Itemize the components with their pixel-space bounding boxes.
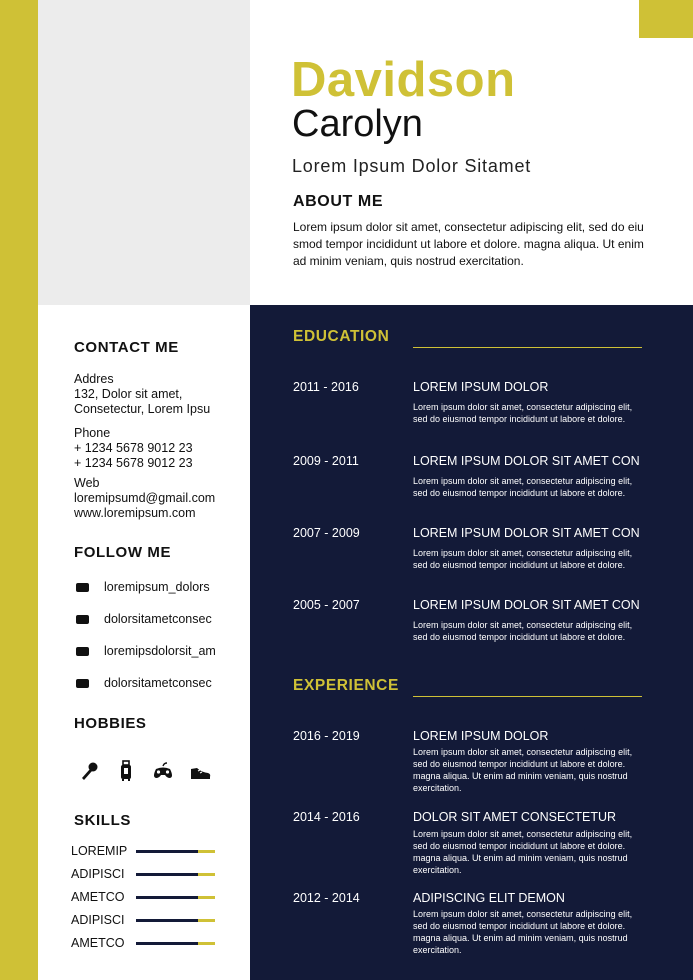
corner-accent-box [639,0,693,38]
social-icon [76,583,89,592]
skill-row [71,913,221,927]
education-divider [413,347,642,348]
experience-desc: Lorem ipsum dolor sit amet, consectetur adipiscing elit, sed do eiusmod tempor incididunt ut labore et dolore. magna aliqua. Ut enim ad minim veniam, quis nostrud exercitation. [413,829,633,875]
phone-2: + 1234 5678 9012 23 [74,456,193,470]
email-link[interactable]: loremipsumd@gmail.com [74,491,216,505]
follow-item[interactable] [76,612,212,626]
follow-title: FOLLOW ME [74,544,172,561]
follow-handle: loremipsdolorsit_am [104,644,216,658]
education-heading: LOREM IPSUM DOLOR SIT AMET CON [413,454,640,468]
education-desc: Lorem ipsum dolor sit amet, consectetur adipiscing elit, sed do eiusmod tempor incididunt ut labore et dolore. [413,476,633,498]
experience-divider [413,696,642,697]
website-link[interactable]: www.loremipsum.com [74,506,196,520]
contact-address [74,372,210,417]
education-title: EDUCATION [293,328,390,345]
education-years: 2011 - 2016 [293,380,359,394]
education-heading: LOREM IPSUM DOLOR [413,380,549,394]
web-label: Web [74,476,100,490]
skill-bar [136,919,215,922]
follow-item[interactable] [76,676,212,690]
follow-handle: loremipsum_dolors [104,580,210,594]
address-line-1: 132, Dolor sit amet, [74,387,183,401]
experience-heading: LOREM IPSUM DOLOR [413,729,549,743]
experience-desc: Lorem ipsum dolor sit amet, consectetur adipiscing elit, sed do eiusmod tempor incididunt ut labore et dolore. magna aliqua. Ut enim ad minim veniam, quis nostrud exercitation. [413,747,633,793]
follow-item[interactable] [76,580,210,594]
sneaker-icon [189,760,211,782]
luggage-icon [115,760,137,782]
follow-item[interactable] [76,644,216,658]
address-line-2: Consetectur, Lorem Ipsu [74,402,211,416]
last-name: Carolyn [292,103,423,145]
skill-row [71,936,221,950]
social-icon [76,679,89,688]
first-name: Davidson [291,53,516,107]
social-icon [76,615,89,624]
experience-years: 2012 - 2014 [293,891,360,905]
microphone-icon [78,760,100,782]
skill-name: LOREMIP [71,844,128,858]
skill-bar-fill [136,919,198,922]
experience-years: 2016 - 2019 [293,729,360,743]
left-accent-strip [0,0,38,980]
skill-name: ADIPISCI [71,913,125,927]
skill-bar [136,896,215,899]
skill-bar [136,850,215,853]
follow-handle: dolorsitametconsec [104,612,212,626]
skill-name: AMETCO [71,890,125,904]
skill-bar-fill [136,850,198,853]
contact-phone [74,426,193,471]
skill-bar [136,942,215,945]
education-desc: Lorem ipsum dolor sit amet, consectetur adipiscing elit, sed do eiusmod tempor incididunt ut labore et dolore. [413,548,633,570]
phone-label: Phone [74,426,111,440]
skill-name: ADIPISCI [71,867,125,881]
experience-desc: Lorem ipsum dolor sit amet, consectetur adipiscing elit, sed do eiusmod tempor incididunt ut labore et dolore. magna aliqua. Ut enim ad minim veniam, quis nostrud exercitation. [413,909,633,955]
skill-row [71,867,221,881]
follow-handle: dolorsitametconsec [104,676,212,690]
phone-1: + 1234 5678 9012 23 [74,441,193,455]
contact-web [74,476,215,521]
education-years: 2009 - 2011 [293,454,359,468]
skills-title: SKILLS [74,812,131,829]
social-icon [76,647,89,656]
experience-title: EXPERIENCE [293,677,399,694]
experience-years: 2014 - 2016 [293,810,360,824]
skill-bar-fill [136,873,198,876]
gamepad-icon [152,760,174,782]
contact-title: CONTACT ME [74,339,179,356]
skill-row [71,844,221,858]
skill-bar-fill [136,942,198,945]
skill-row [71,890,221,904]
tagline: Lorem Ipsum Dolor Sitamet [292,156,532,176]
education-desc: Lorem ipsum dolor sit amet, consectetur adipiscing elit, sed do eiusmod tempor incididunt ut labore et dolore. [413,402,633,424]
experience-heading: ADIPISCING ELIT DEMON [413,891,565,905]
skill-name: AMETCO [71,936,125,950]
education-years: 2007 - 2009 [293,526,360,540]
skill-bar [136,873,215,876]
education-years: 2005 - 2007 [293,598,360,612]
experience-heading: DOLOR SIT AMET CONSECTETUR [413,810,617,824]
header-grey-block [38,0,250,305]
about-text: Lorem ipsum dolor sit amet, consectetur adipiscing elit, sed do eiu smod tempor incididunt ut labore et dolore. magna aliqua. Ut enim ad minim veniam, quis nostrud exercitation. [293,220,644,268]
about-title: ABOUT ME [293,193,384,210]
hobbies-title: HOBBIES [74,715,147,732]
education-desc: Lorem ipsum dolor sit amet, consectetur adipiscing elit, sed do eiusmod tempor incididunt ut labore et dolore. [413,620,633,642]
address-label: Addres [74,372,114,386]
skill-bar-fill [136,896,198,899]
education-heading: LOREM IPSUM DOLOR SIT AMET CON [413,526,640,540]
education-heading: LOREM IPSUM DOLOR SIT AMET CON [413,598,640,612]
